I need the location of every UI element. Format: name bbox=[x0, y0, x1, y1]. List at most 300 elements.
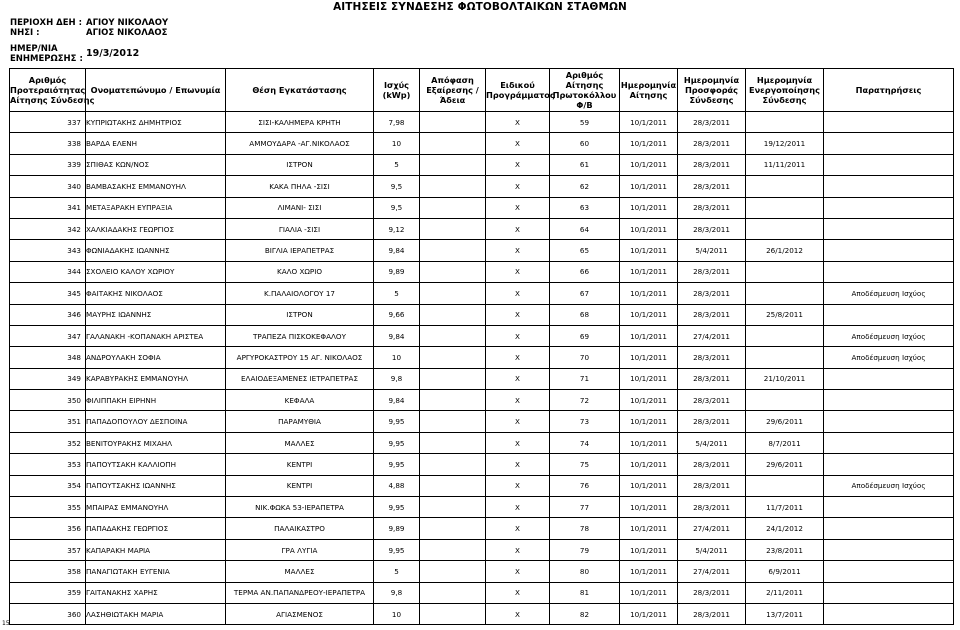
cell-applicant-name: ΜΠΑΙΡΑΣ ΕΜΜΑΝΟΥΗΛ bbox=[86, 497, 226, 518]
cell-activation-date bbox=[746, 347, 824, 368]
cell-application-date: 10/1/2011 bbox=[620, 133, 678, 154]
cell-exemption-decision bbox=[420, 133, 486, 154]
cell-installation-site: ΠΑΡΑΜΥΘΙΑ bbox=[226, 411, 374, 432]
table-row bbox=[10, 561, 954, 582]
island-value: ΑΓΙΟΣ ΝΙΚΟΛΑΟΣ bbox=[86, 28, 168, 38]
cell-offer-date: 5/4/2011 bbox=[678, 432, 746, 453]
cell-offer-date: 27/4/2011 bbox=[678, 561, 746, 582]
cell-protocol-number: 61 bbox=[550, 154, 620, 175]
cell-application-date: 10/1/2011 bbox=[620, 368, 678, 389]
cell-activation-date: 29/6/2011 bbox=[746, 454, 824, 475]
cell-installation-site: ΚΑΚΑ ΠΗΛΑ -ΣΙΣΙ bbox=[226, 176, 374, 197]
cell-installation-site: Κ.ΠΑΛΑΙΟΛΟΓΟΥ 17 bbox=[226, 283, 374, 304]
cell-application-date: 10/1/2011 bbox=[620, 539, 678, 560]
cell-exemption-decision bbox=[420, 325, 486, 346]
table-row bbox=[10, 368, 954, 389]
cell-offer-date: 28/3/2011 bbox=[678, 368, 746, 389]
cell-special-program: X bbox=[486, 154, 550, 175]
cell-installation-site: ΙΣΤΡΟΝ bbox=[226, 154, 374, 175]
cell-exemption-decision bbox=[420, 176, 486, 197]
cell-activation-date bbox=[746, 176, 824, 197]
cell-offer-date: 28/3/2011 bbox=[678, 411, 746, 432]
cell-application-date: 10/1/2011 bbox=[620, 475, 678, 496]
cell-remarks bbox=[824, 197, 954, 218]
cell-priority-number: 351 bbox=[10, 411, 86, 432]
cell-priority-number: 340 bbox=[10, 176, 86, 197]
cell-priority-number: 347 bbox=[10, 325, 86, 346]
cell-power-kwp: 9,84 bbox=[374, 240, 420, 261]
table-row bbox=[10, 497, 954, 518]
cell-exemption-decision bbox=[420, 368, 486, 389]
column-header-exemption-decision bbox=[420, 69, 486, 112]
cell-applicant-name: ΠΑΠΑΔΟΠΟΥΛΟΥ ΔΕΣΠΟΙΝΑ bbox=[86, 411, 226, 432]
cell-power-kwp: 9,89 bbox=[374, 261, 420, 282]
cell-special-program: X bbox=[486, 454, 550, 475]
column-header-line: Ημερομηνία bbox=[756, 75, 813, 85]
cell-power-kwp: 9,84 bbox=[374, 390, 420, 411]
cell-installation-site: ΓΙΑΛΙΑ -ΣΙΣΙ bbox=[226, 218, 374, 239]
cell-applicant-name: ΓΑΙΤΑΝΑΚΗΣ ΧΑΡΗΣ bbox=[86, 582, 226, 603]
table-row bbox=[10, 218, 954, 239]
cell-protocol-number: 74 bbox=[550, 432, 620, 453]
table-row bbox=[10, 411, 954, 432]
cell-power-kwp: 4,88 bbox=[374, 475, 420, 496]
cell-offer-date: 28/3/2011 bbox=[678, 133, 746, 154]
cell-activation-date: 25/8/2011 bbox=[746, 304, 824, 325]
cell-remarks bbox=[824, 454, 954, 475]
cell-exemption-decision bbox=[420, 497, 486, 518]
cell-applicant-name: ΓΑΛΑΝΑΚΗ -ΚΟΠΑΝΑΚΗ ΑΡΙΣΤΕΑ bbox=[86, 325, 226, 346]
cell-special-program: X bbox=[486, 582, 550, 603]
cell-exemption-decision bbox=[420, 154, 486, 175]
date-label-line1: ΗΜΕΡ/ΝΙΑ bbox=[10, 44, 58, 54]
column-header-line: Φ/Β bbox=[576, 100, 593, 110]
cell-application-date: 10/1/2011 bbox=[620, 347, 678, 368]
cell-special-program: X bbox=[486, 218, 550, 239]
cell-activation-date: 8/7/2011 bbox=[746, 432, 824, 453]
region-value: ΑΓΙΟΥ ΝΙΚΟΛΑΟΥ bbox=[86, 18, 169, 28]
cell-activation-date: 19/12/2011 bbox=[746, 133, 824, 154]
cell-applicant-name: ΧΑΛΚΙΑΔΑΚΗΣ ΓΕΩΡΓΙΟΣ bbox=[86, 218, 226, 239]
cell-protocol-number: 72 bbox=[550, 390, 620, 411]
cell-protocol-number: 76 bbox=[550, 475, 620, 496]
column-header-line: Ημερομηνία bbox=[683, 75, 740, 85]
cell-activation-date bbox=[746, 218, 824, 239]
cell-priority-number: 349 bbox=[10, 368, 86, 389]
cell-installation-site: ΕΛΑΙΟΔΕΞΑΜΕΝΕΣ ΙΕΤΡΑΠΕΤΡΑΣ bbox=[226, 368, 374, 389]
cell-priority-number: 357 bbox=[10, 539, 86, 560]
cell-priority-number: 350 bbox=[10, 390, 86, 411]
column-header-line: (kWp) bbox=[382, 90, 411, 100]
cell-exemption-decision bbox=[420, 582, 486, 603]
cell-installation-site: ΜΑΛΛΕΣ bbox=[226, 561, 374, 582]
column-header-line: Αριθμός bbox=[28, 75, 67, 85]
cell-applicant-name: ΚΑΠΑΡΑΚΗ ΜΑΡΙΑ bbox=[86, 539, 226, 560]
cell-remarks bbox=[824, 497, 954, 518]
cell-applicant-name: ΠΑΝΑΓΙΩΤΑΚΗ ΕΥΓΕΝΙΑ bbox=[86, 561, 226, 582]
cell-priority-number: 360 bbox=[10, 603, 86, 624]
cell-special-program: X bbox=[486, 347, 550, 368]
column-header-application-date bbox=[620, 69, 678, 112]
table-row bbox=[10, 603, 954, 624]
cell-power-kwp: 9,95 bbox=[374, 432, 420, 453]
cell-special-program: X bbox=[486, 197, 550, 218]
cell-installation-site: ΚΕΝΤΡΙ bbox=[226, 475, 374, 496]
cell-priority-number: 345 bbox=[10, 283, 86, 304]
cell-activation-date: 13/7/2011 bbox=[746, 603, 824, 624]
column-header-line: Προγράμματος bbox=[486, 90, 555, 100]
cell-power-kwp: 9,8 bbox=[374, 368, 420, 389]
update-date: 19/3/2012 bbox=[86, 48, 140, 59]
cell-offer-date: 5/4/2011 bbox=[678, 539, 746, 560]
cell-protocol-number: 66 bbox=[550, 261, 620, 282]
cell-power-kwp: 7,98 bbox=[374, 112, 420, 133]
cell-applicant-name: ΒΑΡΔΑ ΕΛΕΝΗ bbox=[86, 133, 226, 154]
cell-special-program: X bbox=[486, 304, 550, 325]
cell-priority-number: 344 bbox=[10, 261, 86, 282]
cell-special-program: X bbox=[486, 133, 550, 154]
cell-special-program: X bbox=[486, 432, 550, 453]
cell-priority-number: 338 bbox=[10, 133, 86, 154]
cell-offer-date: 28/3/2011 bbox=[678, 347, 746, 368]
island-label: ΝΗΣΙ : bbox=[10, 28, 40, 38]
cell-applicant-name: ΑΝΔΡΟΥΛΑΚΗ ΣΟΦΙΑ bbox=[86, 347, 226, 368]
cell-application-date: 10/1/2011 bbox=[620, 454, 678, 475]
cell-power-kwp: 9,95 bbox=[374, 497, 420, 518]
cell-exemption-decision bbox=[420, 432, 486, 453]
cell-remarks: Αποδέσμευση Ισχύος bbox=[824, 283, 954, 304]
cell-offer-date: 27/4/2011 bbox=[678, 325, 746, 346]
cell-offer-date: 28/3/2011 bbox=[678, 582, 746, 603]
cell-offer-date: 27/4/2011 bbox=[678, 518, 746, 539]
cell-remarks bbox=[824, 603, 954, 624]
cell-priority-number: 352 bbox=[10, 432, 86, 453]
column-header-activation-date bbox=[746, 69, 824, 112]
cell-special-program: X bbox=[486, 561, 550, 582]
cell-offer-date: 28/3/2011 bbox=[678, 304, 746, 325]
cell-applicant-name: ΣΠΙΘΑΣ ΚΩΝ/ΝΟΣ bbox=[86, 154, 226, 175]
cell-protocol-number: 81 bbox=[550, 582, 620, 603]
table-row bbox=[10, 390, 954, 411]
cell-remarks bbox=[824, 390, 954, 411]
page-number: 15 bbox=[2, 620, 10, 627]
cell-priority-number: 355 bbox=[10, 497, 86, 518]
cell-remarks bbox=[824, 304, 954, 325]
column-header-installation-site bbox=[226, 69, 374, 112]
cell-priority-number: 359 bbox=[10, 582, 86, 603]
column-header-protocol-number bbox=[550, 69, 620, 112]
applications-table bbox=[9, 68, 954, 625]
cell-offer-date: 28/3/2011 bbox=[678, 261, 746, 282]
cell-installation-site: ΣΙΣΙ-ΚΑΛΗΜΕΡΑ ΚΡΗΤΗ bbox=[226, 112, 374, 133]
cell-installation-site: ΤΡΑΠΕΖΑ ΠΙΣΚΟΚΕΦΑΛΟΥ bbox=[226, 325, 374, 346]
cell-power-kwp: 9,5 bbox=[374, 197, 420, 218]
cell-remarks bbox=[824, 368, 954, 389]
column-header-line: Αίτησης bbox=[565, 80, 604, 90]
cell-special-program: X bbox=[486, 539, 550, 560]
table-row bbox=[10, 197, 954, 218]
cell-application-date: 10/1/2011 bbox=[620, 240, 678, 261]
cell-exemption-decision bbox=[420, 603, 486, 624]
cell-protocol-number: 68 bbox=[550, 304, 620, 325]
cell-special-program: X bbox=[486, 497, 550, 518]
cell-exemption-decision bbox=[420, 475, 486, 496]
cell-activation-date bbox=[746, 325, 824, 346]
cell-application-date: 10/1/2011 bbox=[620, 325, 678, 346]
cell-offer-date: 28/3/2011 bbox=[678, 176, 746, 197]
cell-installation-site: ΑΜΜΟΥΔΑΡΑ -ΑΓ.ΝΙΚΟΛΑΟΣ bbox=[226, 133, 374, 154]
table-row bbox=[10, 176, 954, 197]
cell-special-program: X bbox=[486, 368, 550, 389]
cell-remarks bbox=[824, 112, 954, 133]
cell-exemption-decision bbox=[420, 411, 486, 432]
table-row bbox=[10, 261, 954, 282]
cell-exemption-decision bbox=[420, 561, 486, 582]
cell-application-date: 10/1/2011 bbox=[620, 261, 678, 282]
table-body bbox=[10, 112, 954, 625]
column-header-line: Εξαίρεσης / bbox=[426, 85, 479, 95]
cell-protocol-number: 80 bbox=[550, 561, 620, 582]
column-header-line: Παρατηρήσεις bbox=[855, 85, 922, 95]
cell-application-date: 10/1/2011 bbox=[620, 603, 678, 624]
cell-remarks bbox=[824, 432, 954, 453]
cell-applicant-name: ΜΕΤΑΞΑΡΑΚΗ ΕΥΠΡΑΞΙΑ bbox=[86, 197, 226, 218]
cell-application-date: 10/1/2011 bbox=[620, 411, 678, 432]
table-row bbox=[10, 240, 954, 261]
table-row bbox=[10, 432, 954, 453]
cell-activation-date: 26/1/2012 bbox=[746, 240, 824, 261]
cell-application-date: 10/1/2011 bbox=[620, 497, 678, 518]
cell-applicant-name: ΦΩΝΙΑΔΑΚΗΣ ΙΩΑΝΝΗΣ bbox=[86, 240, 226, 261]
table-row bbox=[10, 539, 954, 560]
cell-power-kwp: 9,95 bbox=[374, 454, 420, 475]
column-header-line: Σύνδεσης bbox=[762, 95, 807, 105]
cell-applicant-name: ΠΑΠΑΔΑΚΗΣ ΓΕΩΡΓΙΟΣ bbox=[86, 518, 226, 539]
cell-power-kwp: 10 bbox=[374, 347, 420, 368]
column-header-line: Ειδικού bbox=[500, 80, 535, 90]
cell-power-kwp: 9,84 bbox=[374, 325, 420, 346]
cell-priority-number: 342 bbox=[10, 218, 86, 239]
cell-offer-date: 28/3/2011 bbox=[678, 497, 746, 518]
cell-priority-number: 341 bbox=[10, 197, 86, 218]
column-header-applicant-name bbox=[86, 69, 226, 112]
cell-activation-date bbox=[746, 261, 824, 282]
cell-protocol-number: 67 bbox=[550, 283, 620, 304]
cell-applicant-name: ΜΑΥΡΗΣ ΙΩΑΝΝΗΣ bbox=[86, 304, 226, 325]
cell-exemption-decision bbox=[420, 347, 486, 368]
cell-applicant-name: ΚΥΠΡΙΩΤΑΚΗΣ ΔΗΜΗΤΡΙΟΣ bbox=[86, 112, 226, 133]
cell-application-date: 10/1/2011 bbox=[620, 283, 678, 304]
cell-installation-site: ΠΑΛΑΙΚΑΣΤΡΟ bbox=[226, 518, 374, 539]
cell-protocol-number: 78 bbox=[550, 518, 620, 539]
table-row bbox=[10, 133, 954, 154]
cell-special-program: X bbox=[486, 325, 550, 346]
cell-remarks bbox=[824, 518, 954, 539]
cell-activation-date: 23/8/2011 bbox=[746, 539, 824, 560]
cell-special-program: X bbox=[486, 112, 550, 133]
cell-remarks: Αποδέσμευση Ισχύος bbox=[824, 475, 954, 496]
cell-applicant-name: ΠΑΠΟΥΤΣΑΚΗΣ ΙΩΑΝΝΗΣ bbox=[86, 475, 226, 496]
cell-activation-date bbox=[746, 283, 824, 304]
cell-power-kwp: 9,66 bbox=[374, 304, 420, 325]
cell-priority-number: 358 bbox=[10, 561, 86, 582]
column-header-line: Πρωτοκόλλου bbox=[552, 90, 617, 100]
document-header bbox=[10, 18, 168, 64]
column-header-power-kwp bbox=[374, 69, 420, 112]
cell-remarks bbox=[824, 411, 954, 432]
table-row bbox=[10, 283, 954, 304]
cell-applicant-name: ΚΑΡΑΒΥΡΑΚΗΣ ΕΜΜΑΝΟΥΗΛ bbox=[86, 368, 226, 389]
column-header-line: Αίτησης bbox=[629, 90, 668, 100]
cell-activation-date: 11/7/2011 bbox=[746, 497, 824, 518]
cell-offer-date: 28/3/2011 bbox=[678, 475, 746, 496]
cell-power-kwp: 9,95 bbox=[374, 411, 420, 432]
cell-installation-site: ΚΕΦΑΛΑ bbox=[226, 390, 374, 411]
cell-applicant-name: ΠΑΠΟΥΤΣΑΚΗ ΚΑΛΛΙΟΠΗ bbox=[86, 454, 226, 475]
column-header-line: Προτεραιότητας bbox=[10, 85, 86, 95]
cell-protocol-number: 82 bbox=[550, 603, 620, 624]
cell-priority-number: 354 bbox=[10, 475, 86, 496]
cell-activation-date: 21/10/2011 bbox=[746, 368, 824, 389]
cell-remarks bbox=[824, 133, 954, 154]
cell-installation-site: ΚΑΛΟ ΧΩΡΙΟ bbox=[226, 261, 374, 282]
cell-application-date: 10/1/2011 bbox=[620, 154, 678, 175]
cell-power-kwp: 10 bbox=[374, 133, 420, 154]
cell-exemption-decision bbox=[420, 218, 486, 239]
cell-remarks: Αποδέσμευση Ισχύος bbox=[824, 347, 954, 368]
cell-power-kwp: 9,89 bbox=[374, 518, 420, 539]
cell-priority-number: 353 bbox=[10, 454, 86, 475]
cell-offer-date: 28/3/2011 bbox=[678, 197, 746, 218]
cell-installation-site: ΤΕΡΜΑ ΑΝ.ΠΑΠΑΝΔΡΕΟΥ-ΙΕΡΑΠΕΤΡΑ bbox=[226, 582, 374, 603]
cell-special-program: X bbox=[486, 475, 550, 496]
table-row bbox=[10, 347, 954, 368]
cell-remarks: Αποδέσμευση Ισχύος bbox=[824, 325, 954, 346]
cell-installation-site: ΑΓΙΑΣΜΕΝΟΣ bbox=[226, 603, 374, 624]
cell-power-kwp: 9,95 bbox=[374, 539, 420, 560]
cell-activation-date: 11/11/2011 bbox=[746, 154, 824, 175]
column-header-priority-number bbox=[10, 69, 95, 112]
cell-installation-site: ΙΣΤΡΟΝ bbox=[226, 304, 374, 325]
cell-applicant-name: ΒΑΜΒΑΣΑΚΗΣ ΕΜΜΑΝΟΥΗΛ bbox=[86, 176, 226, 197]
cell-application-date: 10/1/2011 bbox=[620, 432, 678, 453]
column-header-special-program bbox=[486, 69, 555, 112]
cell-priority-number: 348 bbox=[10, 347, 86, 368]
cell-activation-date bbox=[746, 390, 824, 411]
table-row bbox=[10, 304, 954, 325]
cell-protocol-number: 60 bbox=[550, 133, 620, 154]
cell-offer-date: 28/3/2011 bbox=[678, 603, 746, 624]
region-label: ΠΕΡΙΟΧΗ ΔΕΗ : bbox=[10, 18, 83, 28]
cell-special-program: X bbox=[486, 603, 550, 624]
cell-exemption-decision bbox=[420, 112, 486, 133]
column-header-line: Θέση Εγκατάστασης bbox=[252, 85, 347, 95]
cell-offer-date: 28/3/2011 bbox=[678, 283, 746, 304]
cell-offer-date: 28/3/2011 bbox=[678, 218, 746, 239]
column-header-line: Σύνδεσης bbox=[689, 95, 734, 105]
cell-special-program: X bbox=[486, 411, 550, 432]
cell-special-program: X bbox=[486, 283, 550, 304]
cell-offer-date: 28/3/2011 bbox=[678, 390, 746, 411]
cell-offer-date: 28/3/2011 bbox=[678, 154, 746, 175]
cell-offer-date: 5/4/2011 bbox=[678, 240, 746, 261]
table-row bbox=[10, 454, 954, 475]
column-header-line: Προσφοράς bbox=[684, 85, 739, 95]
cell-application-date: 10/1/2011 bbox=[620, 561, 678, 582]
cell-remarks bbox=[824, 240, 954, 261]
cell-protocol-number: 62 bbox=[550, 176, 620, 197]
cell-activation-date bbox=[746, 197, 824, 218]
cell-remarks bbox=[824, 261, 954, 282]
document-title: ΑΙΤΗΣΕΙΣ ΣΥΝΔΕΣΗΣ ΦΩΤΟΒΟΛΤΑΙΚΩΝ ΣΤΑΘΜΩΝ bbox=[333, 1, 627, 13]
column-header-line: Ισχύς bbox=[383, 80, 410, 90]
cell-application-date: 10/1/2011 bbox=[620, 518, 678, 539]
cell-special-program: X bbox=[486, 240, 550, 261]
cell-exemption-decision bbox=[420, 197, 486, 218]
cell-exemption-decision bbox=[420, 304, 486, 325]
cell-activation-date: 29/6/2011 bbox=[746, 411, 824, 432]
column-header-line: Απόφαση bbox=[431, 75, 474, 85]
column-header-line: Ημερομηνία bbox=[620, 80, 677, 90]
cell-remarks bbox=[824, 561, 954, 582]
table-row bbox=[10, 518, 954, 539]
cell-offer-date: 28/3/2011 bbox=[678, 454, 746, 475]
cell-remarks bbox=[824, 218, 954, 239]
cell-special-program: X bbox=[486, 390, 550, 411]
cell-offer-date: 28/3/2011 bbox=[678, 112, 746, 133]
cell-protocol-number: 75 bbox=[550, 454, 620, 475]
date-label-line2: ΕΝΗΜΕΡΩΣΗΣ : bbox=[10, 54, 83, 64]
cell-application-date: 10/1/2011 bbox=[620, 176, 678, 197]
cell-exemption-decision bbox=[420, 390, 486, 411]
cell-priority-number: 356 bbox=[10, 518, 86, 539]
cell-application-date: 10/1/2011 bbox=[620, 582, 678, 603]
cell-activation-date: 24/1/2012 bbox=[746, 518, 824, 539]
cell-application-date: 10/1/2011 bbox=[620, 112, 678, 133]
cell-application-date: 10/1/2011 bbox=[620, 304, 678, 325]
cell-applicant-name: ΒΕΝΙΤΟΥΡΑΚΗΣ ΜΙΧΑΗΛ bbox=[86, 432, 226, 453]
cell-application-date: 10/1/2011 bbox=[620, 390, 678, 411]
cell-protocol-number: 59 bbox=[550, 112, 620, 133]
column-header-line: Ονοματεπώνυμο / Επωνυμία bbox=[90, 85, 221, 95]
cell-power-kwp: 10 bbox=[374, 603, 420, 624]
cell-applicant-name: ΦΙΛΙΠΠΑΚΗ ΕΙΡΗΝΗ bbox=[86, 390, 226, 411]
cell-protocol-number: 73 bbox=[550, 411, 620, 432]
cell-applicant-name: ΣΧΟΛΕΙΟ ΚΑΛΟΥ ΧΩΡΙΟΥ bbox=[86, 261, 226, 282]
column-header-line: Αίτησης Σύνδεσης bbox=[10, 95, 95, 105]
cell-remarks bbox=[824, 539, 954, 560]
cell-activation-date: 6/9/2011 bbox=[746, 561, 824, 582]
cell-special-program: X bbox=[486, 176, 550, 197]
cell-power-kwp: 5 bbox=[374, 561, 420, 582]
cell-exemption-decision bbox=[420, 539, 486, 560]
column-header-line: Άδεια bbox=[439, 95, 466, 105]
cell-activation-date bbox=[746, 112, 824, 133]
table-header-row bbox=[10, 69, 954, 112]
cell-protocol-number: 77 bbox=[550, 497, 620, 518]
table-row bbox=[10, 582, 954, 603]
cell-exemption-decision bbox=[420, 261, 486, 282]
cell-exemption-decision bbox=[420, 283, 486, 304]
cell-applicant-name: ΛΑΣΗΘΙΩΤΑΚΗ ΜΑΡΙΑ bbox=[86, 603, 226, 624]
cell-applicant-name: ΦΑΙΤΑΚΗΣ ΝΙΚΟΛΑΟΣ bbox=[86, 283, 226, 304]
cell-protocol-number: 64 bbox=[550, 218, 620, 239]
cell-remarks bbox=[824, 176, 954, 197]
cell-power-kwp: 5 bbox=[374, 154, 420, 175]
cell-special-program: X bbox=[486, 518, 550, 539]
column-header-line: Ενεργοποίησης bbox=[749, 85, 820, 95]
cell-priority-number: 346 bbox=[10, 304, 86, 325]
